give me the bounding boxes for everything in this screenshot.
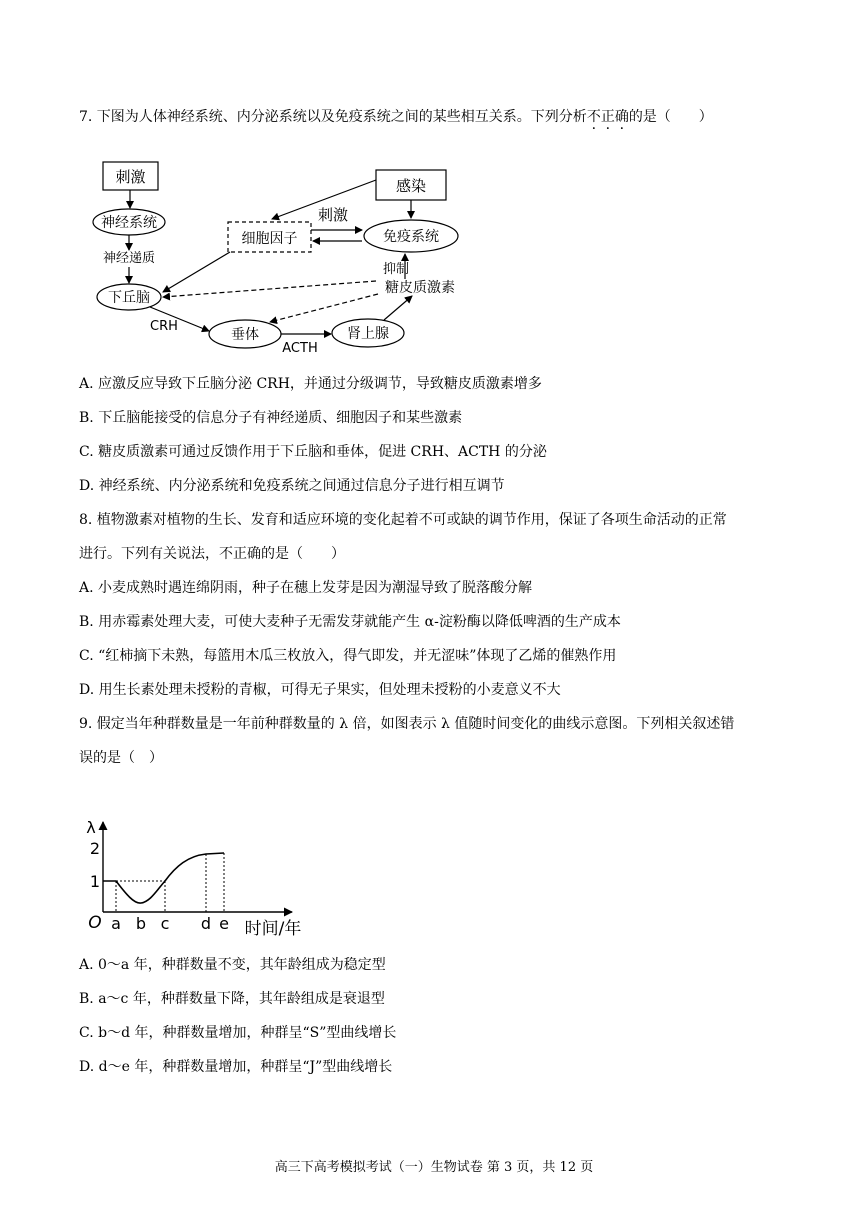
arrow-adrenal-glucocorticoid bbox=[384, 296, 412, 320]
q7-option-b: B. 下丘脑能接受的信息分子有神经递质、细胞因子和某些激素 bbox=[79, 410, 463, 426]
q8-option-a: A. 小麦成熟时遇连绵阴雨，种子在穗上发芽是因为潮湿导致了脱落酸分解 bbox=[79, 580, 533, 596]
nervous-system-label: 神经系统 bbox=[101, 215, 157, 231]
x-tick-a: a bbox=[111, 914, 121, 933]
x-axis-label: 时间/年 bbox=[244, 919, 302, 939]
immune-system-label: 免疫系统 bbox=[383, 229, 439, 245]
neurotransmitter-label: 神经递质 bbox=[102, 251, 156, 266]
y-tick-2: 2 bbox=[89, 839, 101, 858]
x-tick-b: b bbox=[135, 914, 147, 933]
q8-stem-line1: 8. 植物激素对植物的生长、发育和适应环境的变化起着不可或缺的调节作用，保证了各项生命活动的正常 bbox=[79, 512, 727, 528]
q7-emphasis-char: 确 bbox=[614, 109, 629, 125]
q9-option-c: C. b～d 年，种群数量增加，种群呈“S”型曲线增长 bbox=[79, 1025, 397, 1041]
stimulus-label: 刺激 bbox=[115, 168, 146, 186]
q8-option-d: D. 用生长素处理未授粉的青椒，可得无子果实，但处理未授粉的小麦意义不大 bbox=[79, 682, 561, 698]
q7-emphasis-char: 正 bbox=[600, 109, 615, 125]
q9-stem-line2: 误的是（ ） bbox=[79, 750, 163, 766]
q7-diagram bbox=[0, 0, 868, 370]
q7-option-d: D. 神经系统、内分泌系统和免疫系统之间通过信息分子进行相互调节 bbox=[79, 478, 505, 494]
pituitary-label: 垂体 bbox=[231, 327, 259, 343]
q9-option-d: D. d～e 年，种群数量增加，种群呈“J”型曲线增长 bbox=[79, 1059, 393, 1075]
q7-stem-end: 的是（ ） bbox=[628, 109, 713, 125]
q7-option-c: C. 糖皮质激素可通过反馈作用于下丘脑和垂体，促进 CRH、ACTH 的分泌 bbox=[79, 444, 547, 460]
q7-option-a: A. 应激反应导致下丘脑分泌 CRH，并通过分级调节，导致糖皮质激素增多 bbox=[79, 376, 542, 392]
q9-option-a: A. 0～a 年，种群数量不变，其年龄组成为稳定型 bbox=[79, 957, 386, 973]
x-tick-e: e bbox=[219, 914, 229, 933]
arrow-glucocorticoid-hypothalamus bbox=[163, 281, 376, 297]
arrow-glucocorticoid-pituitary bbox=[270, 294, 378, 322]
arrow-cytokine-hypothalamus bbox=[163, 252, 230, 292]
q9-stem-line1: 9. 假定当年种群数量是一年前种群数量的 λ 倍，如图表示 λ 值随时间变化的曲线示意图。下列相关叙述错 bbox=[79, 716, 735, 732]
q8-stem-line2: 进行。下列有关说法，不正确的是（ ） bbox=[79, 546, 345, 562]
page-footer: 高三下高考模拟考试（一）生物试卷 第 3 页，共 12 页 bbox=[274, 1160, 594, 1175]
x-tick-d: d bbox=[200, 914, 212, 933]
hypothalamus-label: 下丘脑 bbox=[108, 290, 150, 306]
q7-stem-text: 7. 下图为人体神经系统、内分泌系统以及免疫系统之间的某些相互关系。下列分析 bbox=[79, 109, 587, 125]
adrenal-label: 肾上腺 bbox=[347, 326, 389, 342]
stimulate-label: 刺激 bbox=[317, 206, 349, 224]
q8-option-c: C. “红柿摘下未熟，每篮用木瓜三枚放入，得气即发，并无涩味”体现了乙烯的催熟作用 bbox=[79, 648, 617, 664]
acth-label: ACTH bbox=[282, 341, 318, 356]
q7-emphasis-char: 不 bbox=[586, 109, 601, 125]
lambda-curve bbox=[103, 853, 224, 903]
q8-option-b: B. 用赤霉素处理大麦，可使大麦种子无需发芽就能产生 α-淀粉酶以降低啤酒的生产成本 bbox=[79, 614, 621, 630]
origin-label: O bbox=[88, 913, 102, 933]
cytokine-label: 细胞因子 bbox=[241, 231, 298, 247]
glucocorticoid-label: 糖皮质激素 bbox=[385, 280, 455, 296]
y-axis-label: λ bbox=[86, 818, 96, 837]
y-tick-1: 1 bbox=[89, 872, 101, 891]
infection-label: 感染 bbox=[395, 177, 427, 195]
x-tick-c: c bbox=[160, 914, 170, 933]
q9-option-b: B. a～c 年，种群数量下降，其年龄组成是衰退型 bbox=[79, 991, 385, 1007]
crh-label: CRH bbox=[150, 319, 178, 334]
inhibit-label: 抑制 bbox=[382, 262, 410, 277]
